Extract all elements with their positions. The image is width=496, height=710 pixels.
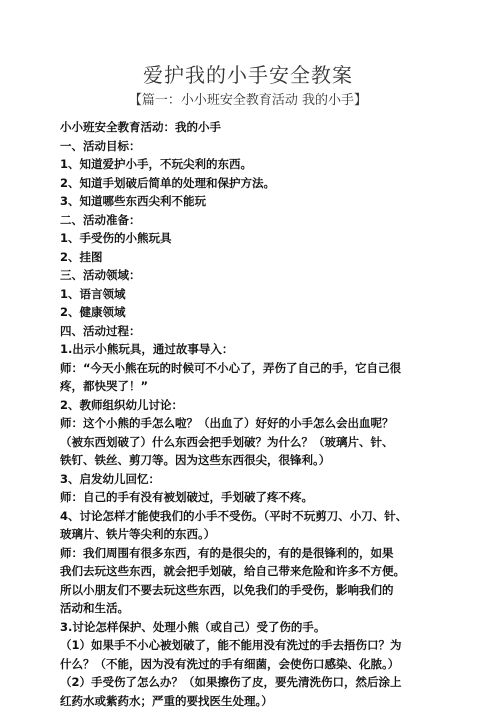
- body-line: 所以小朋友们不要去玩这些东西，以免我们的手受伤，影响我们的: [60, 581, 450, 600]
- body-line: 师：我们周围有很多东西，有的是很尖的，有的是很锋利的，如果: [60, 544, 450, 563]
- body-line: 1、手受伤的小熊玩具: [60, 229, 450, 248]
- document-subtitle: 【篇一：小小班安全教育活动 我的小手】: [0, 92, 496, 110]
- body-line: 3、知道哪些东西尖利不能玩: [60, 192, 450, 211]
- body-line: 师：这个小熊的手怎么啦？（出血了）好好的小手怎么会出血呢？: [60, 414, 450, 433]
- body-line: 1、语言领域: [60, 285, 450, 304]
- body-line: 小小班安全教育活动：我的小手: [60, 118, 450, 137]
- body-line: （1）如果手不小心被划破了，能不能用没有洗过的手去捂伤口？为: [60, 636, 450, 655]
- body-line: 红药水或紫药水；严重的要找医生处理。）: [60, 692, 450, 710]
- body-line: 1.出示小熊玩具，通过故事导入：: [60, 340, 450, 359]
- body-line: 二、活动准备：: [60, 211, 450, 230]
- body-line: （2）手受伤了怎么办？（如果擦伤了皮，要先清洗伤口，然后涂上: [60, 673, 450, 692]
- body-line: 玻璃片、铁片等尖利的东西。）: [60, 525, 450, 544]
- body-line: 3、启发幼儿回忆：: [60, 470, 450, 489]
- body-line: 四、活动过程：: [60, 322, 450, 341]
- body-line: 1、知道爱护小手，不玩尖利的东西。: [60, 155, 450, 174]
- body-line: 铁钉、铁丝、剪刀等。因为这些东西很尖，很锋利。）: [60, 451, 450, 470]
- body-line: 2、健康领域: [60, 303, 450, 322]
- body-line: 我们去玩这些东西，就会把手划破，给自己带来危险和许多不方便。: [60, 562, 450, 581]
- body-line: 2、知道手划破后简单的处理和保护方法。: [60, 174, 450, 193]
- body-line: 师：自己的手有没有被划破过，手划破了疼不疼。: [60, 488, 450, 507]
- document-body: [60, 118, 450, 710]
- body-line: （被东西划破了）什么东西会把手划破？为什么？（玻璃片、针、: [60, 433, 450, 452]
- body-line: 活动和生活。: [60, 599, 450, 618]
- body-line: 疼，都快哭了！”: [60, 377, 450, 396]
- body-line: 2、教师组织幼儿讨论：: [60, 396, 450, 415]
- body-line: 什么？（不能，因为没有洗过的手有细菌，会使伤口感染、化脓。）: [60, 655, 450, 674]
- body-line: 4、讨论怎样才能使我们的小手不受伤。（平时不玩剪刀、小刀、针、: [60, 507, 450, 526]
- body-line: 三、活动领域：: [60, 266, 450, 285]
- body-line: 2、挂图: [60, 248, 450, 267]
- body-line: 师：“今天小熊在玩的时候可不小心了，弄伤了自己的手，它自己很: [60, 359, 450, 378]
- body-line: 一、活动目标：: [60, 137, 450, 156]
- body-line: 3.讨论怎样保护、处理小熊（或自己）受了伤的手。: [60, 618, 450, 637]
- document-title: 爱护我的小手安全教案: [0, 62, 496, 88]
